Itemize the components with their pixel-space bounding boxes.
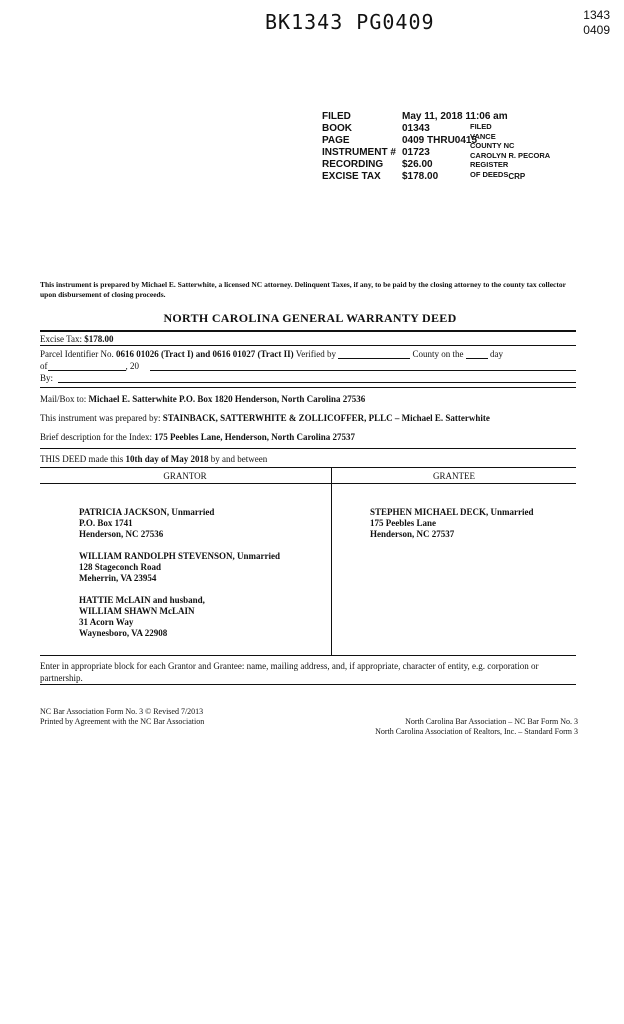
- made-suffix: by and between: [208, 454, 268, 464]
- made-date: 10th day of May 2018: [125, 454, 209, 464]
- verified-label: Verified by: [293, 349, 336, 359]
- grantor-address-line: Meherrin, VA 23954: [79, 573, 157, 583]
- grantor-name: PATRICIA JACKSON, Unmarried: [79, 507, 215, 517]
- filing-label: EXCISE TAX: [322, 171, 381, 182]
- excise-label: Excise Tax:: [40, 334, 85, 344]
- of-label: of: [40, 361, 48, 371]
- grantee-block: [370, 507, 534, 540]
- register-text: OF DEEDS: [470, 169, 509, 179]
- parties-bottom-rule: [40, 655, 576, 656]
- footer-left-line-1: NC Bar Association Form No. 3 © Revised 7/2013: [40, 707, 204, 716]
- parcel-date-rule: [150, 370, 576, 371]
- brief-label: Brief description for the Index:: [40, 432, 155, 442]
- register-line: [470, 170, 550, 182]
- filing-label: PAGE: [322, 135, 350, 146]
- grantor-block: [79, 551, 280, 584]
- corner-book: 1343: [583, 8, 610, 22]
- register-line: [470, 132, 550, 142]
- footer-right-line-1: North Carolina Bar Association – NC Bar Form No. 3: [405, 717, 578, 726]
- deed-made-line: [40, 454, 267, 464]
- brief-description-line: [40, 432, 355, 442]
- mail-value: Michael E. Satterwhite P.O. Box 1820 Henderson, North Carolina 27536: [88, 394, 366, 404]
- grantor-address-line: 31 Acorn Way: [79, 617, 134, 627]
- grantee-name: STEPHEN MICHAEL DECK, Unmarried: [370, 507, 534, 517]
- party-divider: [331, 467, 332, 655]
- parcel-label: Parcel Identifier No.: [40, 349, 116, 359]
- month-blank: [48, 361, 126, 371]
- grantor-name: HATTIE McLAIN and husband,: [79, 595, 205, 605]
- register-line: [470, 151, 550, 161]
- brief-rule: [40, 448, 576, 449]
- filing-value: 0409 THRU0415: [402, 135, 478, 146]
- footer-left-line-2: Printed by Agreement with the NC Bar Association: [40, 717, 205, 726]
- verified-blank: [338, 349, 410, 359]
- register-text: CAROLYN R. PECORA: [470, 150, 551, 160]
- grantor-header: GRANTOR: [163, 471, 207, 481]
- parcel-value: 0616 01026 (Tract I) and 0616 01027 (Tract II): [115, 349, 294, 359]
- grantee-address-line: Henderson, NC 27537: [370, 529, 455, 539]
- enter-note: Enter in appropriate block for each Grantor and Grantee: name, mailing address, and, if appropriate, character of entity, e.g. corporation or partnership.: [40, 661, 539, 683]
- preparation-note: This instrument is prepared by Michael E. Satterwhite, a licensed NC attorney. Delinquent Taxes, if any, to be paid by the closing attorney to the county tax collector upon disbursement of closing proceeds.: [40, 280, 566, 299]
- excise-value: $178.00: [84, 334, 114, 344]
- mail-box-line: [40, 394, 365, 404]
- filing-value: 01723: [402, 147, 430, 158]
- grantee-address-line: 175 Peebles Lane: [370, 518, 436, 528]
- parties-top-rule: [40, 467, 576, 468]
- grantor-block: [79, 595, 280, 639]
- footer-right: [375, 717, 578, 737]
- excise-rule: [40, 345, 576, 346]
- corner-stamp: [583, 8, 610, 38]
- prepared-by-line: [40, 413, 490, 423]
- grantor-address-line: Waynesboro, VA 22908: [79, 628, 168, 638]
- register-line: [470, 141, 550, 151]
- footer-right-line-2: North Carolina Association of Realtors, Inc. – Standard Form 3: [375, 727, 578, 736]
- grantor-address-line: Henderson, NC 27536: [79, 529, 164, 539]
- register-line: [470, 160, 550, 170]
- brief-value: 175 Peebles Lane, Henderson, North Carolina 27537: [154, 432, 356, 442]
- grantee-header: GRANTEE: [433, 471, 475, 481]
- register-of-deeds: [470, 122, 550, 181]
- mail-label: Mail/Box to:: [40, 394, 89, 404]
- title-rule: [40, 330, 576, 332]
- by-rule: [58, 382, 576, 383]
- deed-title: NORTH CAROLINA GENERAL WARRANTY DEED: [163, 311, 457, 325]
- grantor-address-line: 128 Stageconch Road: [79, 562, 162, 572]
- register-text: VANCE: [470, 131, 496, 141]
- register-initials: CRP: [508, 171, 526, 181]
- filing-value: $178.00: [402, 171, 439, 182]
- grantor-name: WILLIAM RANDOLPH STEVENSON, Unmarried: [79, 551, 281, 561]
- corner-page: 0409: [583, 23, 610, 37]
- filing-label: FILED: [322, 111, 351, 122]
- section-rule: [40, 387, 576, 388]
- filing-label: BOOK: [322, 123, 352, 134]
- register-text: REGISTER: [470, 160, 509, 169]
- county-label: County on the: [412, 349, 464, 359]
- by-label: By:: [40, 373, 54, 383]
- book-page-stamp: BK1343 PG0409: [265, 10, 435, 34]
- excise-tax-line: [40, 334, 113, 344]
- filing-label: INSTRUMENT #: [322, 147, 396, 158]
- register-line: [470, 122, 550, 132]
- by-line: [40, 373, 53, 383]
- grantor-address-line: P.O. Box 1741: [79, 518, 133, 528]
- made-prefix: THIS DEED made this: [40, 454, 126, 464]
- filing-value: $26.00: [402, 159, 433, 170]
- register-text: COUNTY NC: [470, 141, 515, 150]
- filing-value: 01343: [402, 123, 430, 134]
- filing-value: May 11, 2018 11:06 am: [402, 111, 508, 122]
- footer-left: [40, 707, 204, 727]
- day-blank: [466, 349, 488, 359]
- parcel-line: [40, 349, 503, 359]
- header-rule: [40, 483, 576, 484]
- grantor-address-line: WILLIAM SHAWN McLAIN: [79, 606, 195, 616]
- day-label: day: [489, 349, 503, 359]
- year-label: , 20: [125, 361, 139, 371]
- prepared-label: This instrument was prepared by:: [40, 413, 163, 423]
- grantor-block: [79, 507, 280, 540]
- grantor-list: [79, 507, 280, 650]
- prepared-value: STAINBACK, SATTERWHITE & ZOLLICOFFER, PLLC – Michael E. Satterwhite: [162, 413, 490, 423]
- filing-label: RECORDING: [322, 159, 384, 170]
- enter-note-rule: [40, 684, 576, 685]
- register-text: FILED: [470, 122, 492, 131]
- parcel-date-line: [40, 361, 139, 371]
